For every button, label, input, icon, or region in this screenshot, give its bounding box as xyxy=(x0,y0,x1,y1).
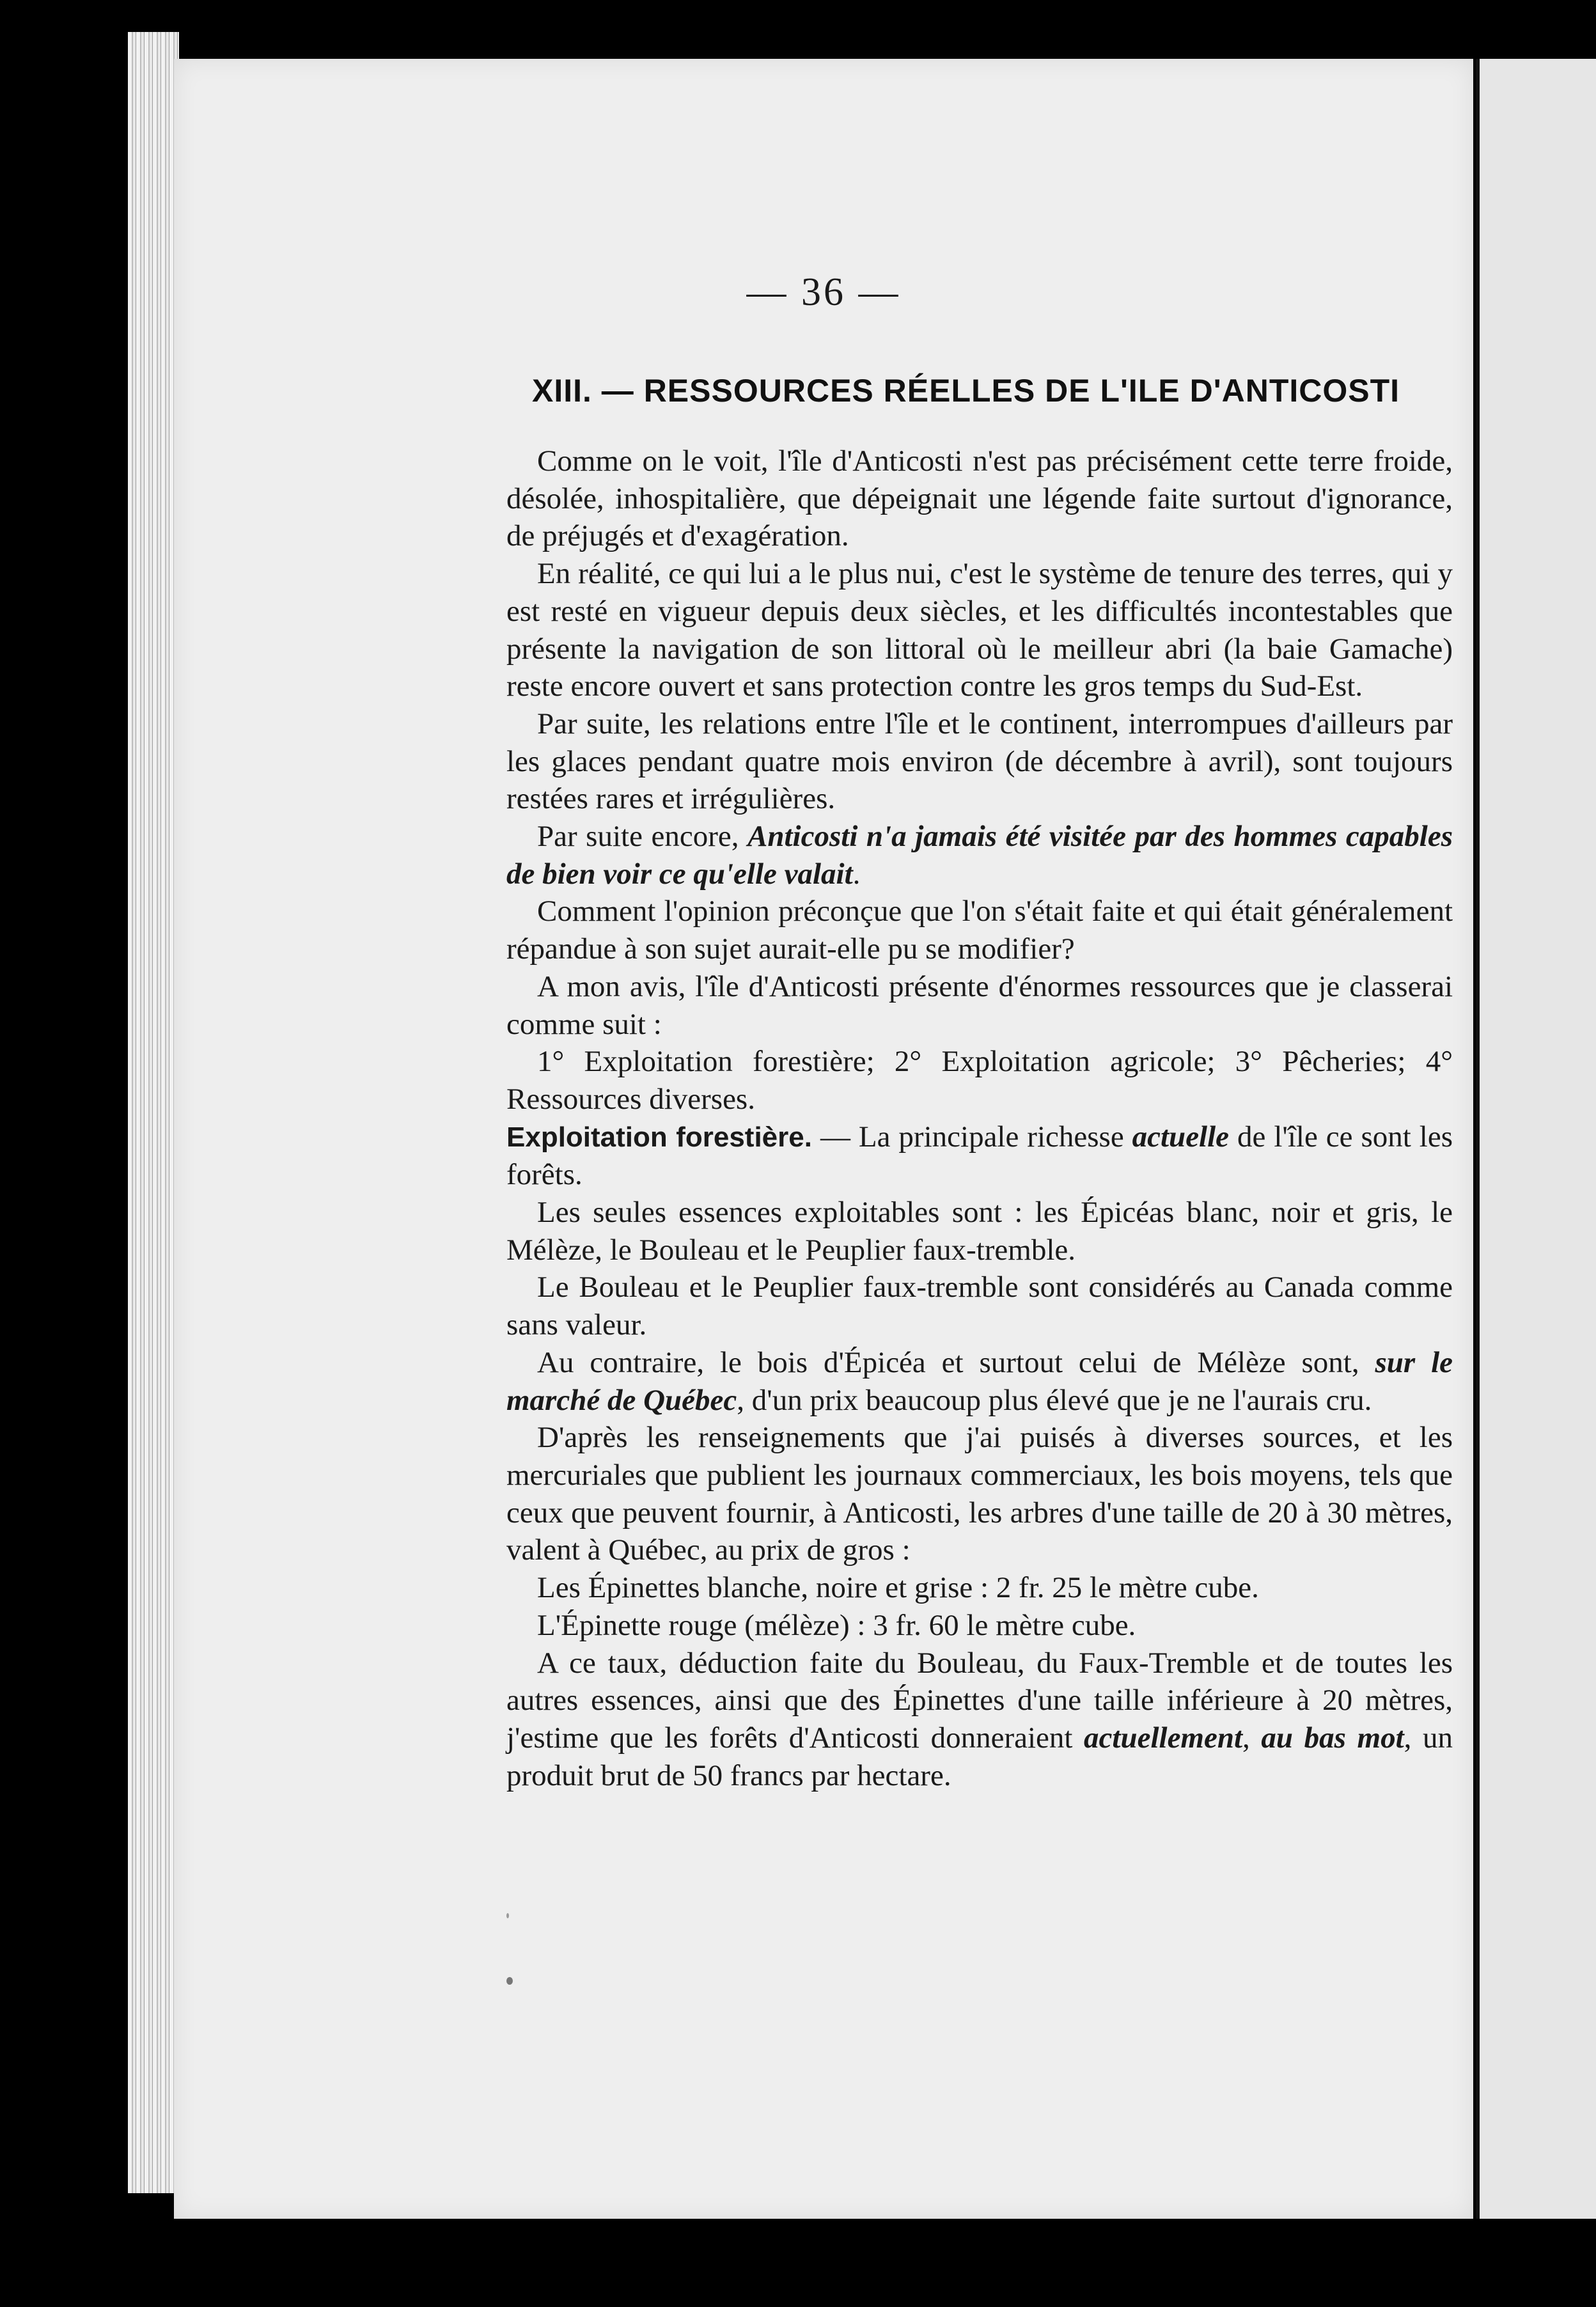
book-page xyxy=(174,59,1473,2219)
paragraph: Comme on le voit, l'île d'Anticosti n'est pas précisément cette terre froide, désolée, inhospitalière, que dépeignait une légende faite surtout d'ignorance, de préjugés et d'exagération. xyxy=(506,444,1453,553)
paragraph xyxy=(506,818,1453,893)
paragraph-tail: , un produit brut de 50 francs par hectare. xyxy=(506,1721,1453,1792)
run-in-heading: Exploitation forestière. xyxy=(506,1121,812,1153)
paragraph-tail: , d'un prix beaucoup plus élevé que je ne l'aurais cru. xyxy=(737,1383,1372,1417)
paragraph-tail: . xyxy=(852,857,861,891)
scan-bottom-border xyxy=(128,2219,1596,2307)
paragraph: D'après les renseignements que j'ai puisés à diverses sources, et les mercuriales que publient les journaux commerciaux, les bois moyens, tels que ceux que peuvent fournir, à Anticosti, les arbres d'une taille de 20 à 30 mètres, valent à Québec, au prix de gros : xyxy=(506,1421,1453,1567)
page-number: — 36 — xyxy=(746,270,901,314)
emphasis-text: au bas mot xyxy=(1261,1721,1404,1755)
paragraph-lead: Au contraire, le bois d'Épicéa et surtout celui de Mélèze sont, xyxy=(537,1345,1375,1379)
emphasis-text: actuellement xyxy=(1084,1721,1243,1755)
paragraph: Comment l'opinion préconçue que l'on s'était faite et qui était généralement répandue à son sujet aurait-elle pu se modifier? xyxy=(506,895,1453,966)
paragraph-tail: de l'île ce sont les forêts. xyxy=(506,1120,1453,1192)
paragraph: Par suite, les relations entre l'île et le continent, interrompues d'ailleurs par les glaces pendant quatre mois environ (de décembre à avril), sont toujours restées rares et irrégulières. xyxy=(506,707,1453,816)
paragraph xyxy=(506,1344,1453,1419)
paragraph xyxy=(506,1645,1453,1795)
paragraph-mid: , xyxy=(1242,1721,1262,1755)
paragraph: Les Épinettes blanche, noire et grise : 2 fr. 25 le mètre cube. xyxy=(537,1571,1259,1605)
facing-page xyxy=(1476,59,1596,2219)
paragraph: Les seules essences exploitables sont : les Épicéas blanc, noir et gris, le Mélèze, le Bouleau et le Peuplier faux-tremble. xyxy=(506,1196,1453,1267)
emphasis-text: sur le marché de Québec xyxy=(506,1345,1453,1417)
section-title: XIII. — RESSOURCES RÉELLES DE L'ILE D'ANTICOSTI xyxy=(532,373,1400,409)
paragraph-lead: Par suite encore, xyxy=(537,820,747,854)
emphasis-text: actuelle xyxy=(1132,1120,1230,1154)
paragraph-lead: A ce taux, déduction faite du Bouleau, du Faux-Tremble et de toutes les autres essences, ainsi que des Épinettes d'une taille inférieure à 20 mètres, j'estime que les forêts d'Anticosti donneraient xyxy=(506,1646,1453,1755)
paper-speck xyxy=(506,1977,513,1985)
paragraph: A mon avis, l'île d'Anticosti présente d'énormes ressources que je classerai comme suit : xyxy=(506,969,1453,1041)
paragraph: En réalité, ce qui lui a le plus nui, c'est le système de tenure des terres, qui y est resté en vigueur depuis deux siècles, et les difficultés incontestables que présente la navigation de son littoral où le meilleur abri (la baie Gamache) reste encore ouvert et sans protection contre les gros temps du Sud-Est. xyxy=(506,557,1453,703)
paper-speck xyxy=(506,1913,509,1918)
paragraph: 1° Exploitation forestière; 2° Exploitation agricole; 3° Pêcheries; 4° Ressources diverses. xyxy=(506,1045,1453,1116)
paragraph: L'Épinette rouge (mélèze) : 3 fr. 60 le mètre cube. xyxy=(537,1608,1136,1642)
paragraph: Le Bouleau et le Peuplier faux-tremble sont considérés au Canada comme sans valeur. xyxy=(506,1271,1453,1342)
emphasis-text: Anticosti n'a jamais été visitée par des hommes capables de bien voir ce qu'elle valait xyxy=(506,820,1453,891)
paragraph xyxy=(506,1118,1453,1194)
body-text xyxy=(506,442,1453,1794)
page-stack-edges xyxy=(128,32,179,2193)
paragraph-lead: — La principale richesse xyxy=(811,1120,1132,1154)
